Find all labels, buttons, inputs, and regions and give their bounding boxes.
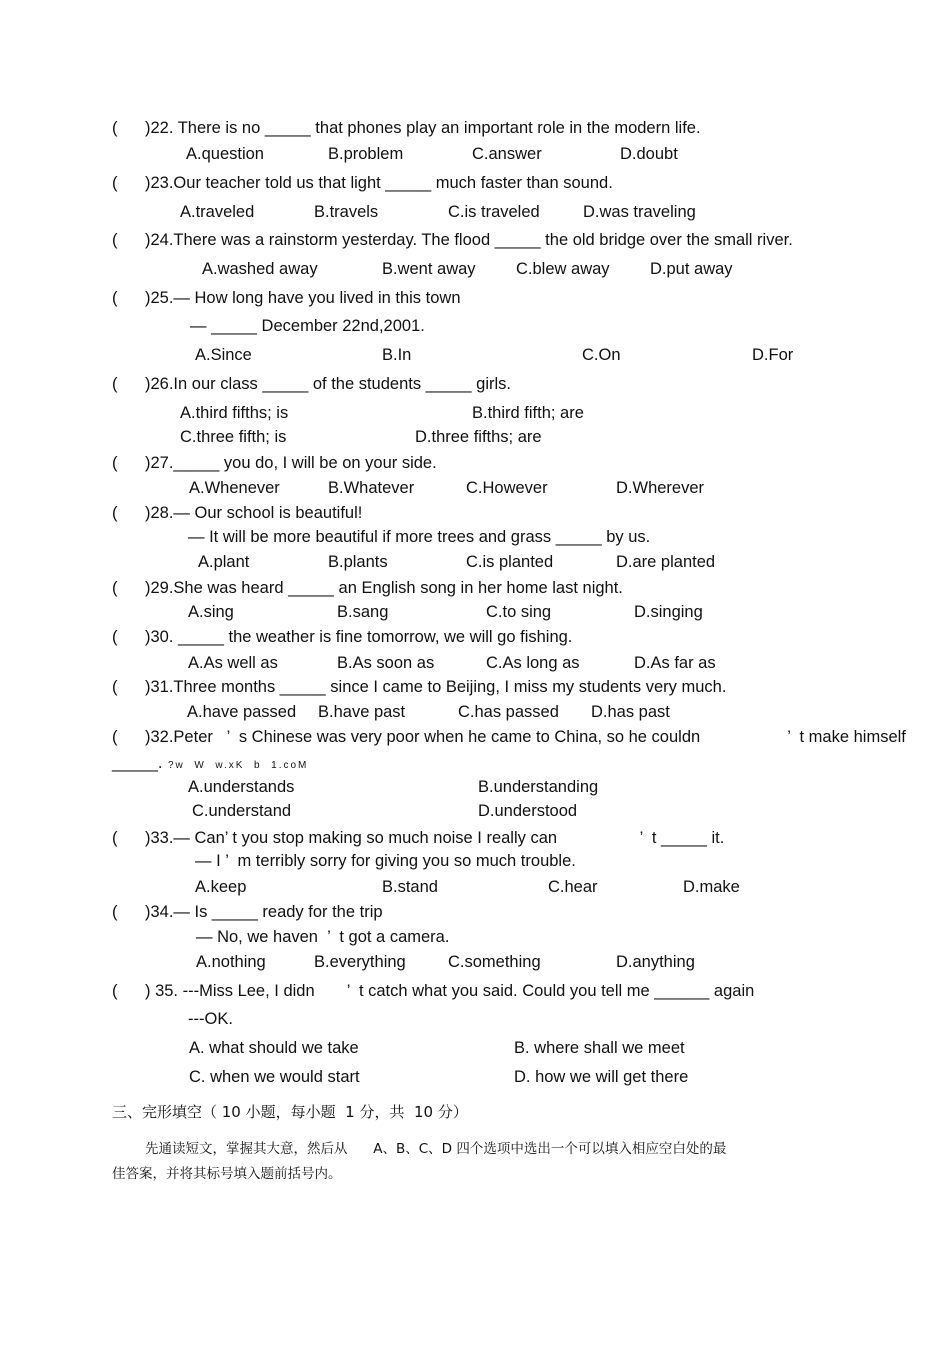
q34-answer-line: — No, we haven ’ t got a camera.: [196, 928, 450, 946]
q25-stem: ( )25.— How long have you lived in this town: [112, 289, 461, 307]
q25-option-b: B.In: [382, 346, 412, 364]
q30-option-c: C.As long as: [486, 654, 580, 672]
q26-option-a: A.third fifths; is: [180, 404, 289, 422]
q27-option-c: C.However: [466, 479, 548, 497]
q35-option-d: D. how we will get there: [514, 1068, 689, 1086]
q34-option-d: D.anything: [616, 953, 695, 971]
q25-option-a: A.Since: [195, 346, 252, 364]
q28-option-c: C.is planted: [466, 553, 554, 571]
q28-answer-line: — It will be more beautiful if more trees and grass _____ by us.: [188, 528, 651, 546]
q24-stem: ( )24.There was a rainstorm yesterday. The flood _____ the old bridge over the small river.: [112, 231, 793, 249]
q32-option-b: B.understanding: [478, 778, 599, 796]
q23-option-a: A.traveled: [180, 203, 255, 221]
section-instructions-line1: 先通读短文，掌握其大意，然后从 A、B、C、D 四个选项中选出一个可以填入相应空白处的最: [145, 1141, 727, 1157]
q29-stem: ( )29.She was heard _____ an English song in her home last night.: [112, 579, 623, 597]
q28-option-a: A.plant: [198, 553, 250, 571]
q32-option-a: A.understands: [188, 778, 295, 796]
q27-option-d: D.Wherever: [616, 479, 705, 497]
q30-option-b: B.As soon as: [337, 654, 435, 672]
q34-option-a: A.nothing: [196, 953, 266, 971]
section-instructions-line2: 佳答案，并将其标号填入题前括号内。: [112, 1166, 342, 1182]
q25-answer-line: — _____ December 22nd,2001.: [190, 317, 425, 335]
q27-stem: ( )27._____ you do, I will be on your side.: [112, 454, 437, 472]
q26-option-b: B.third fifth; are: [472, 404, 584, 422]
q22-option-b: B.problem: [328, 145, 404, 163]
q31-option-a: A.have passed: [187, 703, 297, 721]
q25-option-c: C.On: [582, 346, 621, 364]
q23-option-c: C.is traveled: [448, 203, 540, 221]
q22-option-c: C.answer: [472, 145, 542, 163]
q32-blank-line: _____.: [112, 754, 163, 772]
q29-option-a: A.sing: [188, 603, 234, 621]
q30-stem: ( )30. _____ the weather is fine tomorrow, we will go fishing.: [112, 628, 573, 646]
q29-option-c: C.to sing: [486, 603, 552, 621]
q26-option-d: D.three fifths; are: [415, 428, 542, 446]
q34-option-b: B.everything: [314, 953, 406, 971]
q33-option-d: D.make: [683, 878, 740, 896]
q26-stem: ( )26.In our class _____ of the students _____ girls.: [112, 375, 511, 393]
q24-option-b: B.went away: [382, 260, 476, 278]
q32-option-c: C.understand: [192, 802, 292, 820]
section-title: 三、完形填空（ 10 小题，每小题 1 分，共 10 分）: [112, 1103, 468, 1121]
q23-option-d: D.was traveling: [583, 203, 696, 221]
q23-stem: ( )23.Our teacher told us that light _____ much faster than sound.: [112, 174, 613, 192]
q22-option-a: A.question: [186, 145, 264, 163]
q26-option-c: C.three fifth; is: [180, 428, 287, 446]
q28-stem: ( )28.— Our school is beautiful!: [112, 504, 363, 522]
q30-option-a: A.As well as: [188, 654, 278, 672]
watermark-text: ?w W w.xK b 1.coM: [168, 760, 309, 771]
q35-option-c: C. when we would start: [189, 1068, 360, 1086]
q33-stem: ( )33.— Can’ t you stop making so much noise I really can ’ t _____ it.: [112, 829, 725, 847]
q22-stem: ( )22. There is no _____ that phones play an important role in the modern life.: [112, 119, 701, 137]
q34-stem: ( )34.— Is _____ ready for the trip: [112, 903, 383, 921]
q23-option-b: B.travels: [314, 203, 379, 221]
q31-option-c: C.has passed: [458, 703, 559, 721]
q33-option-c: C.hear: [548, 878, 598, 896]
q32-option-d: D.understood: [478, 802, 578, 820]
q25-option-d: D.For: [752, 346, 794, 364]
q32-stem: ( )32.Peter ’ s Chinese was very poor when he came to China, so he couldn ’ t make himself: [112, 728, 906, 746]
q34-option-c: C.something: [448, 953, 541, 971]
q35-stem: ( ) 35. ---Miss Lee, I didn ’ t catch what you said. Could you tell me ______ again: [112, 982, 755, 1000]
q35-option-a: A. what should we take: [189, 1039, 359, 1057]
q35-answer-line: ---OK.: [188, 1010, 233, 1028]
q24-option-a: A.washed away: [202, 260, 318, 278]
q33-answer-line: — I ’ m terribly sorry for giving you so much trouble.: [195, 852, 576, 870]
q31-stem: ( )31.Three months _____ since I came to Beijing, I miss my students very much.: [112, 678, 727, 696]
q29-option-d: D.singing: [634, 603, 703, 621]
q35-option-b: B. where shall we meet: [514, 1039, 685, 1057]
q27-option-a: A.Whenever: [189, 479, 280, 497]
q33-option-b: B.stand: [382, 878, 438, 896]
q27-option-b: B.Whatever: [328, 479, 415, 497]
q24-option-d: D.put away: [650, 260, 733, 278]
q28-option-b: B.plants: [328, 553, 388, 571]
q33-option-a: A.keep: [195, 878, 247, 896]
q29-option-b: B.sang: [337, 603, 389, 621]
q28-option-d: D.are planted: [616, 553, 716, 571]
q24-option-c: C.blew away: [516, 260, 610, 278]
q30-option-d: D.As far as: [634, 654, 716, 672]
q31-option-b: B.have past: [318, 703, 406, 721]
q22-option-d: D.doubt: [620, 145, 678, 163]
q31-option-d: D.has past: [591, 703, 670, 721]
